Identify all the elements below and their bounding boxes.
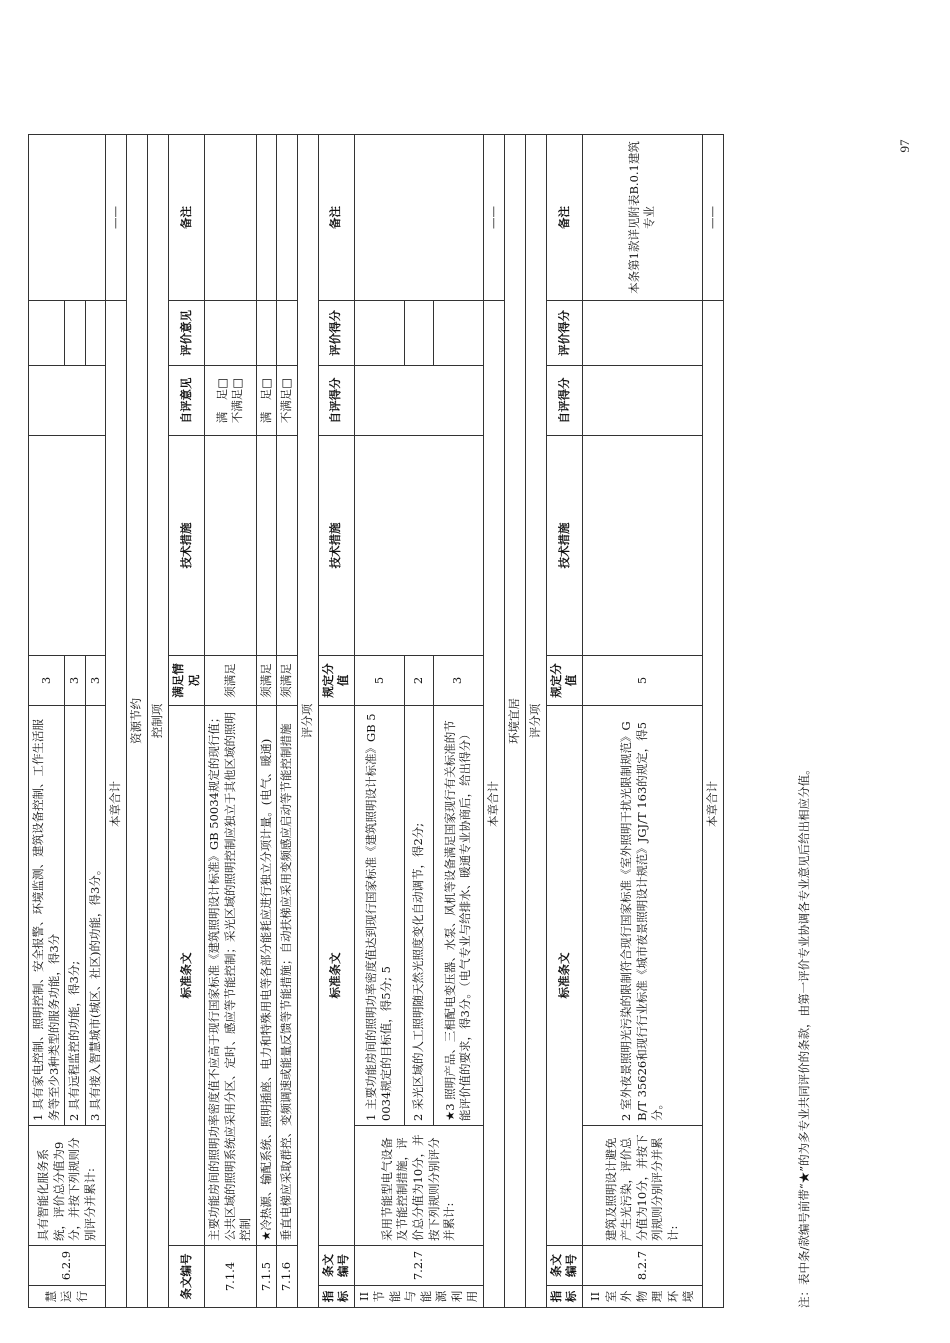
smart-item-1: 1 具有家电控制、照明控制、安全报警、环境监测、建筑设备控制、工作生活服务等至少3种类型的服务功能，得3分 — [29, 706, 65, 1126]
control-eval-3 — [277, 301, 298, 366]
smart-score-2: 3 — [65, 656, 86, 706]
smart-eval-2 — [65, 301, 86, 366]
env-header-remark: 备注 — [546, 135, 582, 301]
env-text: 2 室外夜景照明光污染的限制符合现行国家标准《室外照明干扰光限制规范》GB/T 35626和现行行业标准《城市夜景照明设计规范》JGJ/T 163的规定，得5分。 — [582, 706, 702, 1126]
header-self: 自评意见 — [169, 366, 205, 436]
score-item-727-2: 2 采光区域的人工照明随天然光照度变化自动调节，得2分; — [404, 706, 433, 1126]
header-status: 满足情况 — [169, 656, 205, 706]
star-icon: ★ — [442, 1110, 457, 1121]
score-clause-727: 7.2.7 — [354, 1246, 483, 1286]
score-header-self: 自评得分 — [318, 366, 354, 436]
smart-score-1: 3 — [29, 656, 65, 706]
env-remark: 本条第1款详见附表B.0.1建筑专业 — [582, 135, 702, 301]
star-icon: ★ — [258, 1230, 273, 1241]
header-remark: 备注 — [169, 135, 205, 301]
control-tech-1 — [205, 436, 257, 656]
resource-score-band-row — [297, 135, 318, 1308]
resource-score-header-row — [318, 135, 354, 1308]
smart-side-label: 慧运行 — [29, 1286, 106, 1308]
env-header-self: 自评得分 — [546, 366, 582, 436]
score-header-index: 指标 — [318, 1286, 354, 1308]
control-text-2-cell — [256, 706, 277, 1246]
score-points-727-1: 5 — [354, 656, 404, 706]
control-tech-3 — [277, 436, 298, 656]
control-self-2[interactable]: 满 足□ — [256, 366, 277, 436]
smart-clause: 6.2.9 — [29, 1246, 106, 1286]
env-tech — [582, 436, 702, 656]
control-clause-1: 7.1.4 — [205, 1246, 257, 1308]
resource-subtotal-label: 本章合计 — [483, 301, 504, 1308]
smart-tech-cell — [29, 436, 106, 656]
score-item-727-1: 1 主要功能房间的照明功率密度值达到现行国家标准《建筑照明设计标准》GB 50034规定的目标值，得5分; 5 — [354, 706, 404, 1126]
smart-item-2: 2 具有远程监控的功能，得3分; — [65, 706, 86, 1126]
header-eval: 评价意见 — [169, 301, 205, 366]
score-header-remark: 备注 — [318, 135, 354, 301]
smart-lead: 具有智能化服务系统，评价总分值为9分，并按下列规则分别评分并累计: — [29, 1126, 106, 1246]
resource-header-row — [169, 135, 205, 1308]
environment-subtotal-remark: —— — [702, 135, 723, 301]
control-row-714 — [205, 135, 257, 1308]
resource-section-row — [127, 135, 148, 1308]
evaluation-table — [28, 134, 724, 1308]
score-header-text: 标准条文 — [318, 706, 354, 1246]
score-row-727-1 — [354, 135, 404, 1308]
score-item-727-3: 3 照明产品、三相配电变压器、水泵、风机等设备满足国家现行有关标准的节能评价值的要求，得3分。（电气专业与给排水、暖通专业协商后，给出得分） — [442, 720, 473, 1121]
env-index: II室外物理环境 — [582, 1286, 702, 1308]
control-eval-2 — [256, 301, 277, 366]
environment-subtotal-row — [702, 135, 723, 1308]
page-number: 97 — [897, 139, 912, 153]
control-row-716 — [277, 135, 298, 1308]
resource-subtotal-row — [483, 135, 504, 1308]
header-clause: 条文编号 — [169, 1246, 205, 1308]
score-header-tech: 技术措施 — [318, 436, 354, 656]
control-self-1 — [205, 366, 257, 436]
score-header-clause: 条文编号 — [318, 1246, 354, 1286]
control-clause-2: 7.1.5 — [256, 1246, 277, 1308]
smart-score-3: 3 — [85, 656, 106, 706]
env-header-text: 标准条文 — [546, 706, 582, 1246]
env-header-tech: 技术措施 — [546, 436, 582, 656]
control-text-3: 垂直电梯应采取群控、变频调速或能量反馈等节能措施；自动扶梯应采用变频感应启动等节能控制措施 — [277, 706, 298, 1246]
control-eval-1 — [205, 301, 257, 366]
self-option-unsatisfied[interactable]: 不满足□ — [230, 377, 245, 424]
env-row-827 — [582, 135, 702, 1308]
score-eval-727-2 — [404, 301, 433, 366]
smart-row-1 — [29, 135, 65, 1308]
score-header-points: 规定分值 — [318, 656, 354, 706]
smart-subtotal-label: 本章合计 — [106, 301, 127, 1308]
header-tech: 技术措施 — [169, 436, 205, 656]
env-clause: 8.2.7 — [582, 1246, 702, 1286]
smart-self-cell — [29, 366, 106, 436]
environment-section-row — [504, 135, 525, 1308]
score-tech-727 — [354, 436, 483, 656]
score-item-727-3-cell — [433, 706, 483, 1126]
score-index-energy: II节能与能源利用 — [354, 1286, 483, 1308]
score-header-eval: 评价得分 — [318, 301, 354, 366]
smart-subtotal-row — [106, 135, 127, 1308]
smart-item-3: 3 具有接入智慧城市(城区、社区)的功能，得3分。 — [85, 706, 106, 1126]
control-clause-3: 7.1.6 — [277, 1246, 298, 1308]
resource-score-band: 评分项 — [297, 135, 318, 1308]
score-self-727 — [354, 366, 483, 436]
env-points: 5 — [582, 656, 702, 706]
rotated-sheet — [28, 135, 812, 1308]
env-header-points: 规定分值 — [546, 656, 582, 706]
environment-score-band: 评分项 — [525, 135, 546, 1308]
environment-subtotal-label: 本章合计 — [702, 301, 723, 1308]
resource-control-band: 控制项 — [148, 135, 169, 1308]
score-eval-727-1 — [354, 301, 404, 366]
control-remark-3 — [277, 135, 298, 301]
control-self-3[interactable]: 不满足□ — [277, 366, 298, 436]
control-status-2: 须满足 — [256, 656, 277, 706]
self-option-satisfied[interactable]: 满 足□ — [214, 377, 229, 424]
resource-subtotal-remark: —— — [483, 135, 504, 301]
resource-section-title: 资源节约 — [127, 135, 148, 1308]
env-header-clause: 条文编号 — [546, 1246, 582, 1286]
control-text-1: 主要功能房间的照明功率密度值不应高于现行国家标准《建筑照明设计标准》GB 50034规定的现行值；公共区域的照明系统应采用分区、定时、感应等节能控制；采光区域的照明控制应独立于其他区域的照明控制 — [205, 706, 257, 1246]
environment-header-row — [546, 135, 582, 1308]
control-status-1: 须满足 — [205, 656, 257, 706]
score-eval-727-3 — [433, 301, 483, 366]
env-self — [582, 366, 702, 436]
smart-subtotal-remark: —— — [106, 135, 127, 301]
footnote: 注：表中条/款编号前带“★”的为多专业共同评价的条款，由第一评价专业协调各专业意见后给出相应分值。 — [797, 763, 811, 1308]
smart-eval-3 — [85, 301, 106, 366]
control-remark-1 — [205, 135, 257, 301]
env-header-eval: 评价得分 — [546, 301, 582, 366]
smart-eval-1 — [29, 301, 65, 366]
score-remark-727 — [354, 135, 483, 301]
control-row-715 — [256, 135, 277, 1308]
environment-section-title: 环境宜居 — [504, 135, 525, 1308]
control-remark-2 — [256, 135, 277, 301]
environment-score-band-row — [525, 135, 546, 1308]
resource-control-row — [148, 135, 169, 1308]
control-text-2: 冷热源、输配系统、照明插座、电力和特殊用电等各部分能耗应进行独立分项计量。(电气、暖通) — [258, 738, 273, 1231]
header-text: 标准条文 — [169, 706, 205, 1246]
score-points-727-2: 2 — [404, 656, 433, 706]
score-points-727-3: 3 — [433, 656, 483, 706]
score-lead-727: 采用节能型电气设备及节能控制措施，评价总分值为10分，并按下列规则分别评分并累计: — [354, 1126, 483, 1246]
smart-remark-cell — [29, 135, 106, 301]
control-status-3: 须满足 — [277, 656, 298, 706]
env-header-index: 指标 — [546, 1286, 582, 1308]
env-eval — [582, 301, 702, 366]
env-lead: 建筑及照明设计避免产生光污染，评价总分值为10分，并按下列规则分别评分并累计: — [582, 1126, 702, 1246]
control-tech-2 — [256, 436, 277, 656]
